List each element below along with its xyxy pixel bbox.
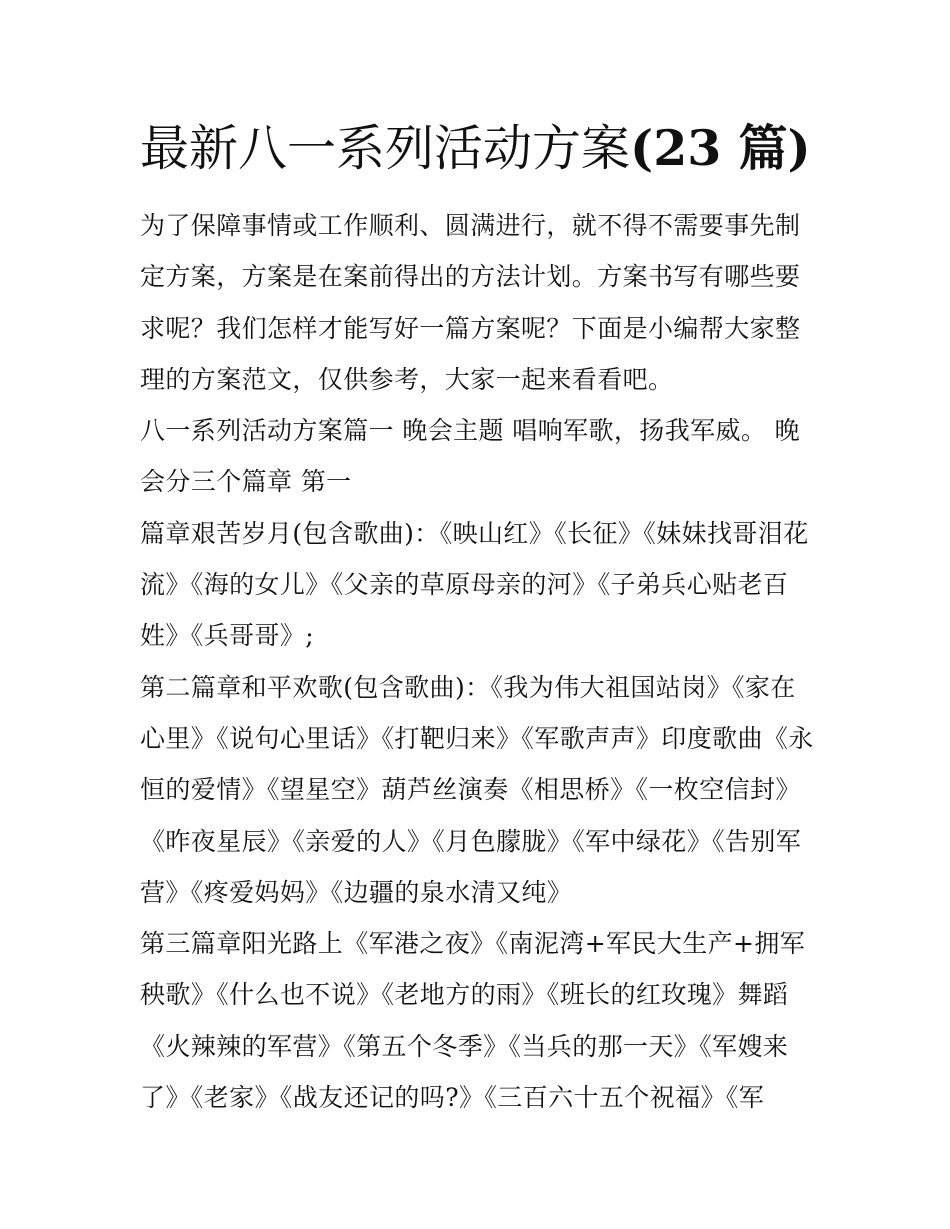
page-title xyxy=(140,118,840,179)
document-body xyxy=(140,200,820,1123)
intro-paragraph: 为了保障事情或工作顺利、圆满进行，就不得不需要事先制定方案，方案是在案前得出的方法计划。方案书写有哪些要求呢？我们怎样才能写好一篇方案呢？下面是小编帮大家整理的方案范文，仅供参考，大家一起来看看吧。 xyxy=(140,211,801,394)
body-paragraph: 篇章艰苦岁月(包含歌曲)：《映山红》《长征》《妹妹找哥泪花流》《海的女儿》《父亲的草原母亲的河》《子弟兵心贴老百姓》《兵哥哥》; xyxy=(140,518,809,651)
body-paragraph: 八一系列活动方案篇一 晚会主题 唱响军歌，扬我军威。 晚会分三个篇章 第一 xyxy=(140,416,801,497)
body-paragraph: 第三篇章阳光路上《军港之夜》《南泥湾+军民大生产+拥军秧歌》《什么也不说》《老地方的雨》《班长的红玫瑰》舞蹈《火辣辣的军营》《第五个冬季》《当兵的那一天》《军嫂来了》《老家》《战友还记的吗?》《三百六十五个祝福》《军 xyxy=(140,929,806,1113)
title-suffix: (23 篇) xyxy=(630,119,811,177)
body-paragraph: 第二篇章和平欢歌(包含歌曲)：《我为伟大祖国站岗》《家在心里》《说句心里话》《打靶归来》《军歌声声》印度歌曲《永恒的爱情》《望星空》葫芦丝演奏《相思桥》《一枚空信封》《昨夜星辰》《亲爱的人》《月色朦胧》《军中绿花》《告别军营》《疼爱妈妈》《边疆的泉水清又纯》 xyxy=(140,672,814,907)
title-main: 最新八一系列活动方案 xyxy=(140,120,631,177)
